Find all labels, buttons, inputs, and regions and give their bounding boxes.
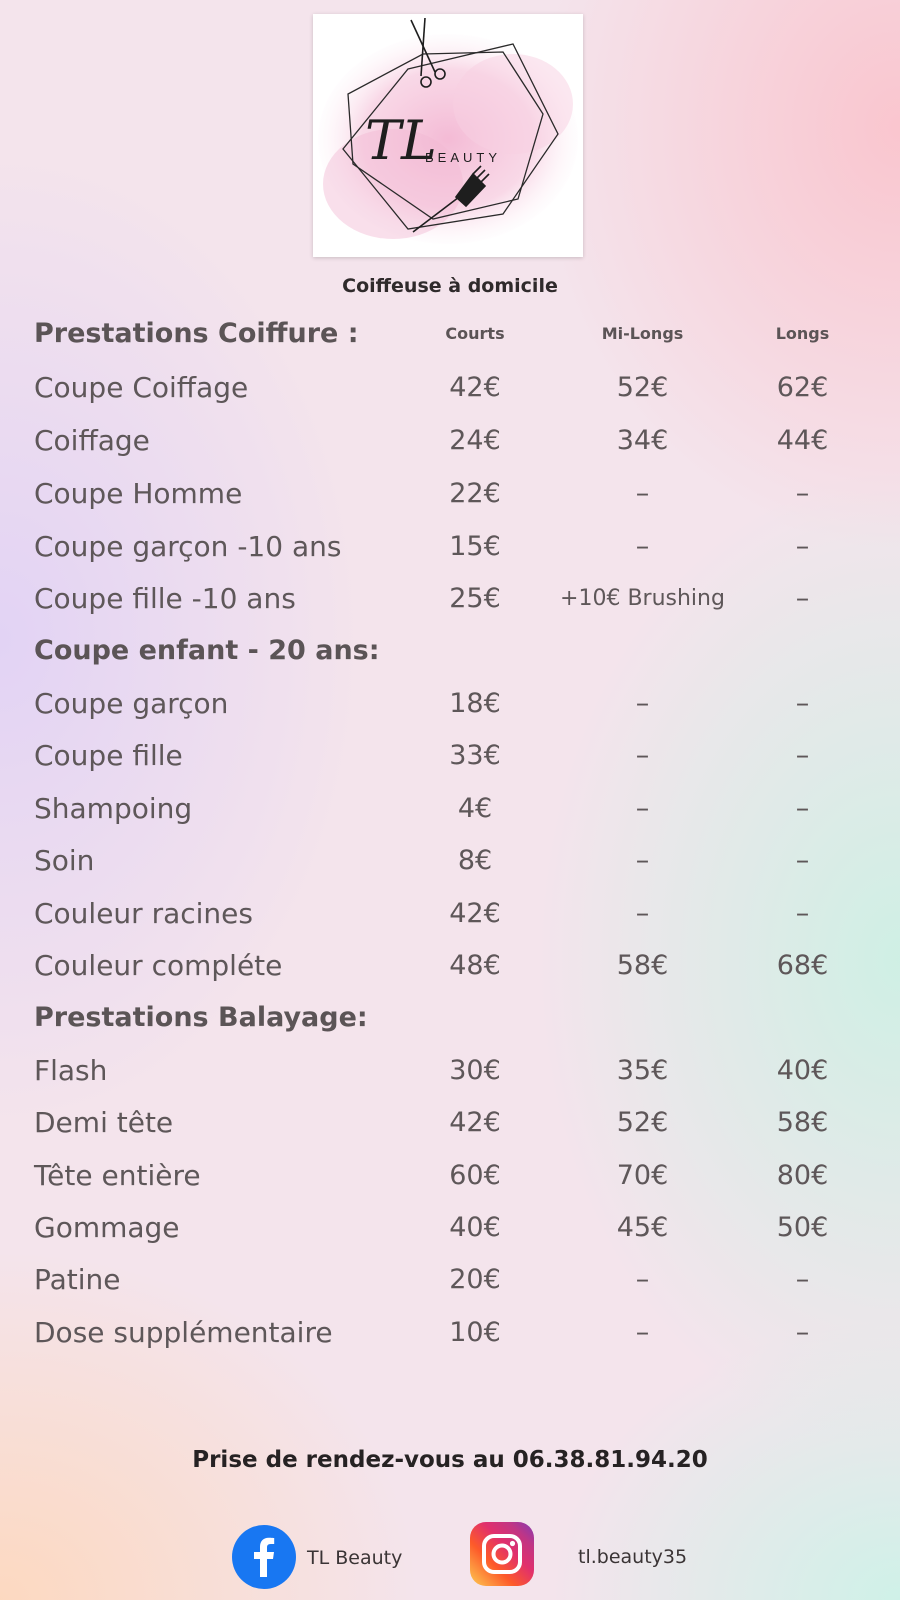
instagram-label[interactable]: tl.beauty35 — [578, 1546, 688, 1568]
price-row — [0, 1313, 900, 1353]
price-longs: – — [795, 478, 810, 509]
service-name: Patine — [34, 1263, 121, 1296]
price-longs: – — [795, 688, 810, 719]
section-title: Coupe enfant - 20 ans: — [34, 635, 380, 666]
price-longs: – — [795, 583, 810, 614]
service-name: Soin — [34, 844, 95, 877]
price-mi-longs: – — [635, 688, 650, 719]
price-longs: – — [795, 793, 810, 824]
section-title: Prestations Coiffure : — [34, 318, 359, 349]
price-longs: – — [795, 740, 810, 771]
booking-phone: Prise de rendez-vous au 06.38.81.94.20 — [192, 1447, 708, 1473]
price-row — [0, 1051, 900, 1091]
price-row — [0, 946, 900, 986]
price-courts: 20€ — [449, 1264, 501, 1295]
price-longs: – — [795, 898, 810, 929]
price-row — [0, 684, 900, 724]
column-header: Mi-Longs — [601, 324, 684, 343]
section-header — [0, 998, 900, 1038]
price-row — [0, 474, 900, 514]
price-mi-longs: – — [635, 531, 650, 562]
price-longs: – — [795, 1317, 810, 1348]
subtitle: Coiffeuse à domicile — [342, 275, 558, 297]
price-mi-longs: – — [635, 1264, 650, 1295]
service-name: Coiffage — [34, 424, 150, 457]
section-title: Prestations Balayage: — [34, 1002, 368, 1033]
price-longs: – — [795, 845, 810, 876]
price-row — [0, 894, 900, 934]
price-courts: 30€ — [449, 1055, 501, 1086]
price-row — [0, 368, 900, 408]
price-longs: 80€ — [776, 1160, 829, 1191]
price-courts: 25€ — [449, 583, 501, 614]
facebook-icon[interactable] — [232, 1525, 296, 1589]
service-name: Coupe garçon -10 ans — [34, 530, 342, 563]
service-name: Flash — [34, 1054, 108, 1087]
price-row — [0, 421, 900, 461]
service-name: Coupe garçon — [34, 687, 229, 720]
section-header — [0, 631, 900, 671]
price-courts: 18€ — [449, 688, 501, 719]
price-courts: 33€ — [449, 740, 501, 771]
price-mi-longs: 52€ — [616, 372, 669, 403]
service-name: Tête entière — [34, 1159, 201, 1192]
service-name: Gommage — [34, 1211, 180, 1244]
price-row — [0, 1156, 900, 1196]
service-name: Couleur racines — [34, 897, 253, 930]
service-name: Coupe Homme — [34, 477, 243, 510]
price-longs: 44€ — [776, 425, 829, 456]
price-courts: 4€ — [457, 793, 493, 824]
price-mi-longs: – — [635, 740, 650, 771]
price-mi-longs: – — [635, 478, 650, 509]
price-courts: 10€ — [449, 1317, 501, 1348]
logo-initials: TL — [365, 109, 437, 172]
service-name: Demi tête — [34, 1106, 174, 1139]
price-courts: 24€ — [449, 425, 501, 456]
section-header — [0, 314, 900, 354]
facebook-label[interactable]: TL Beauty — [307, 1547, 403, 1569]
price-row — [0, 579, 900, 619]
price-longs: 50€ — [776, 1212, 829, 1243]
price-courts: 42€ — [449, 898, 501, 929]
price-courts: 42€ — [449, 372, 501, 403]
instagram-icon[interactable] — [470, 1522, 534, 1586]
price-longs: – — [795, 531, 810, 562]
price-courts: 8€ — [457, 845, 493, 876]
price-row — [0, 1103, 900, 1143]
price-courts: 48€ — [449, 950, 501, 981]
price-mi-longs: 52€ — [616, 1107, 669, 1138]
service-name: Coupe fille -10 ans — [34, 582, 296, 615]
price-mi-longs: 35€ — [616, 1055, 669, 1086]
price-row — [0, 841, 900, 881]
column-header: Courts — [445, 324, 505, 343]
price-mi-longs: 34€ — [616, 425, 669, 456]
price-row — [0, 789, 900, 829]
price-mi-longs: 70€ — [616, 1160, 669, 1191]
service-name: Coupe Coiffage — [34, 371, 249, 404]
price-mi-longs: +10€ Brushing — [560, 586, 725, 611]
price-mi-longs: 45€ — [616, 1212, 669, 1243]
logo — [313, 14, 583, 257]
price-longs: 62€ — [776, 372, 829, 403]
price-courts: 40€ — [449, 1212, 501, 1243]
service-name: Shampoing — [34, 792, 193, 825]
service-name: Couleur compléte — [34, 949, 283, 982]
price-courts: 15€ — [449, 531, 501, 562]
price-courts: 60€ — [449, 1160, 501, 1191]
price-longs: 58€ — [776, 1107, 829, 1138]
price-longs: – — [795, 1264, 810, 1295]
price-row — [0, 1208, 900, 1248]
price-mi-longs: – — [635, 793, 650, 824]
price-mi-longs: – — [635, 845, 650, 876]
price-row — [0, 527, 900, 567]
price-courts: 42€ — [449, 1107, 501, 1138]
column-header: Longs — [775, 324, 830, 343]
price-longs: 68€ — [776, 950, 829, 981]
service-name: Coupe fille — [34, 739, 183, 772]
service-name: Dose supplémentaire — [34, 1316, 333, 1349]
price-longs: 40€ — [776, 1055, 829, 1086]
price-mi-longs: 58€ — [616, 950, 669, 981]
price-courts: 22€ — [449, 478, 501, 509]
price-row — [0, 1260, 900, 1300]
logo-wordmark: BEAUTY — [425, 150, 502, 165]
price-mi-longs: – — [635, 898, 650, 929]
price-row — [0, 736, 900, 776]
price-mi-longs: – — [635, 1317, 650, 1348]
